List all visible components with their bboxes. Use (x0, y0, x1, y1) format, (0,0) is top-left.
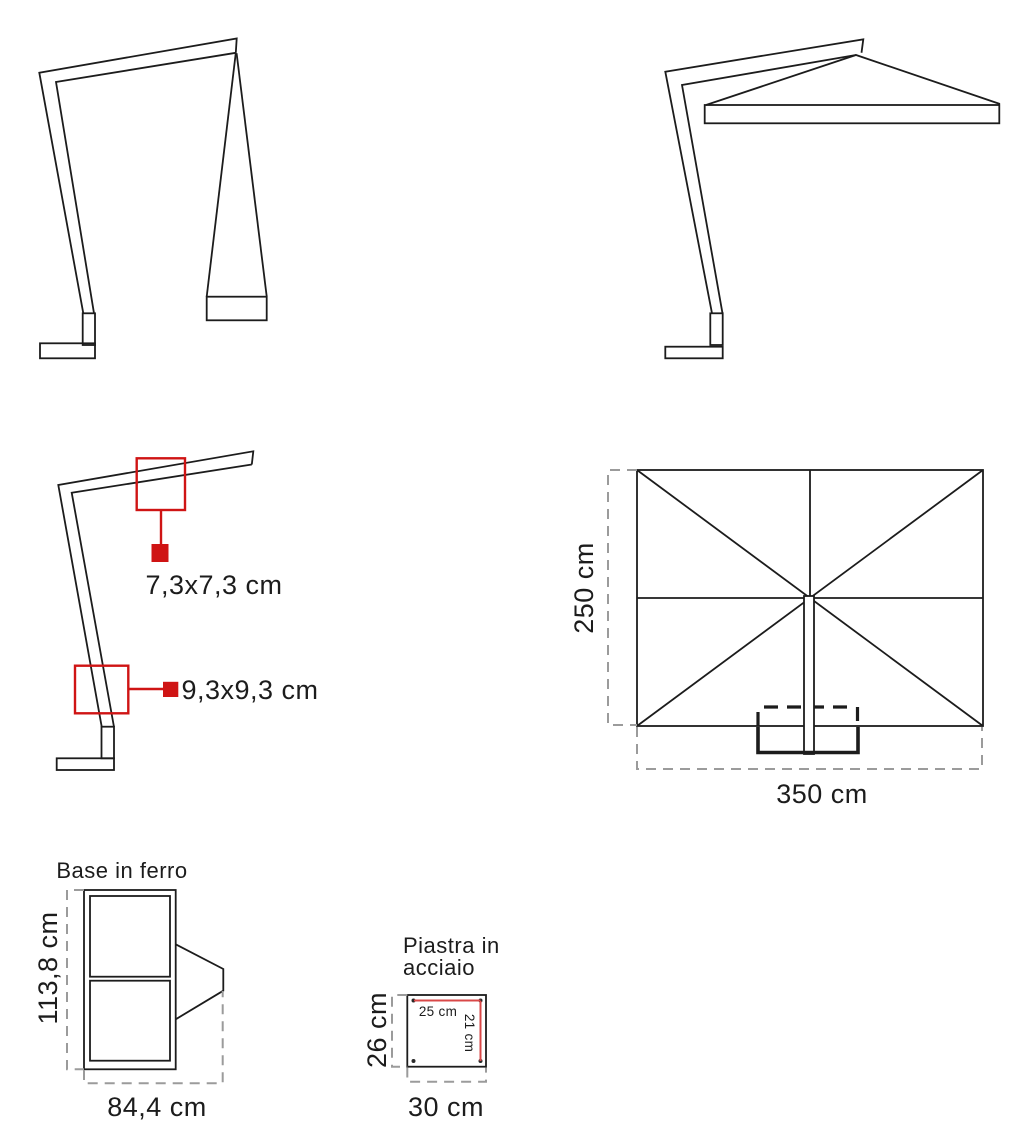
plate-width-guide (407, 1068, 486, 1082)
frame-section-view (57, 451, 319, 770)
frame-post-stub (102, 727, 115, 759)
open-canopy-valance (705, 105, 1000, 123)
base-outer-frame (84, 890, 176, 1069)
post-section-label: 9,3x9,3 cm (181, 675, 319, 705)
depth-dimension-guide (608, 470, 637, 725)
steel-plate-view (362, 933, 500, 1122)
canopy-top-view (569, 470, 983, 809)
pole-top-view (804, 596, 814, 754)
arm-section-swatch (152, 544, 169, 562)
base-lower-slab (90, 981, 170, 1061)
plate-hole-height-label: 21 cm (462, 1013, 477, 1053)
plate-hole-width-label: 25 cm (418, 1004, 458, 1019)
plate-width-label: 30 cm (407, 1092, 485, 1122)
umbrella-closed-side-view (39, 39, 266, 359)
open-canopy-roof-slopes (706, 55, 1000, 105)
closed-canopy-left-edge (207, 53, 236, 297)
plate-title-line2: acciaio (403, 955, 475, 980)
plate-height-label: 26 cm (362, 991, 392, 1069)
arm-section-label: 7,3x7,3 cm (145, 570, 283, 600)
post-section-swatch (163, 682, 178, 697)
open-base-foot (665, 347, 722, 359)
frame-base-foot (57, 758, 114, 770)
iron-base-view (33, 858, 223, 1122)
base-side-bracket (176, 944, 224, 1019)
base-height-label: 113,8 cm (33, 911, 63, 1025)
open-post-and-arm-outline (665, 39, 863, 313)
iron-base-title: Base in ferro (56, 858, 188, 883)
open-post-and-arm-inner (682, 55, 856, 313)
closed-canopy-right-edge (237, 53, 267, 296)
base-height-guide (67, 890, 84, 1069)
plate-title-line1: Piastra in (403, 933, 500, 958)
arm-section-highlight-box (137, 458, 185, 510)
base-width-label: 84,4 cm (107, 1092, 207, 1122)
base-upper-slab (90, 896, 170, 977)
plate-hole-bottom-left (412, 1059, 416, 1063)
open-post-stub (710, 313, 722, 345)
plate-height-guide (392, 995, 407, 1067)
post-section-highlight-box (75, 666, 128, 714)
closed-post-stub (83, 313, 95, 345)
canopy-depth-label: 250 cm (569, 542, 599, 634)
umbrella-open-side-view (665, 39, 1000, 358)
closed-canopy-end-cap (207, 297, 267, 321)
canopy-width-label: 350 cm (776, 779, 868, 809)
